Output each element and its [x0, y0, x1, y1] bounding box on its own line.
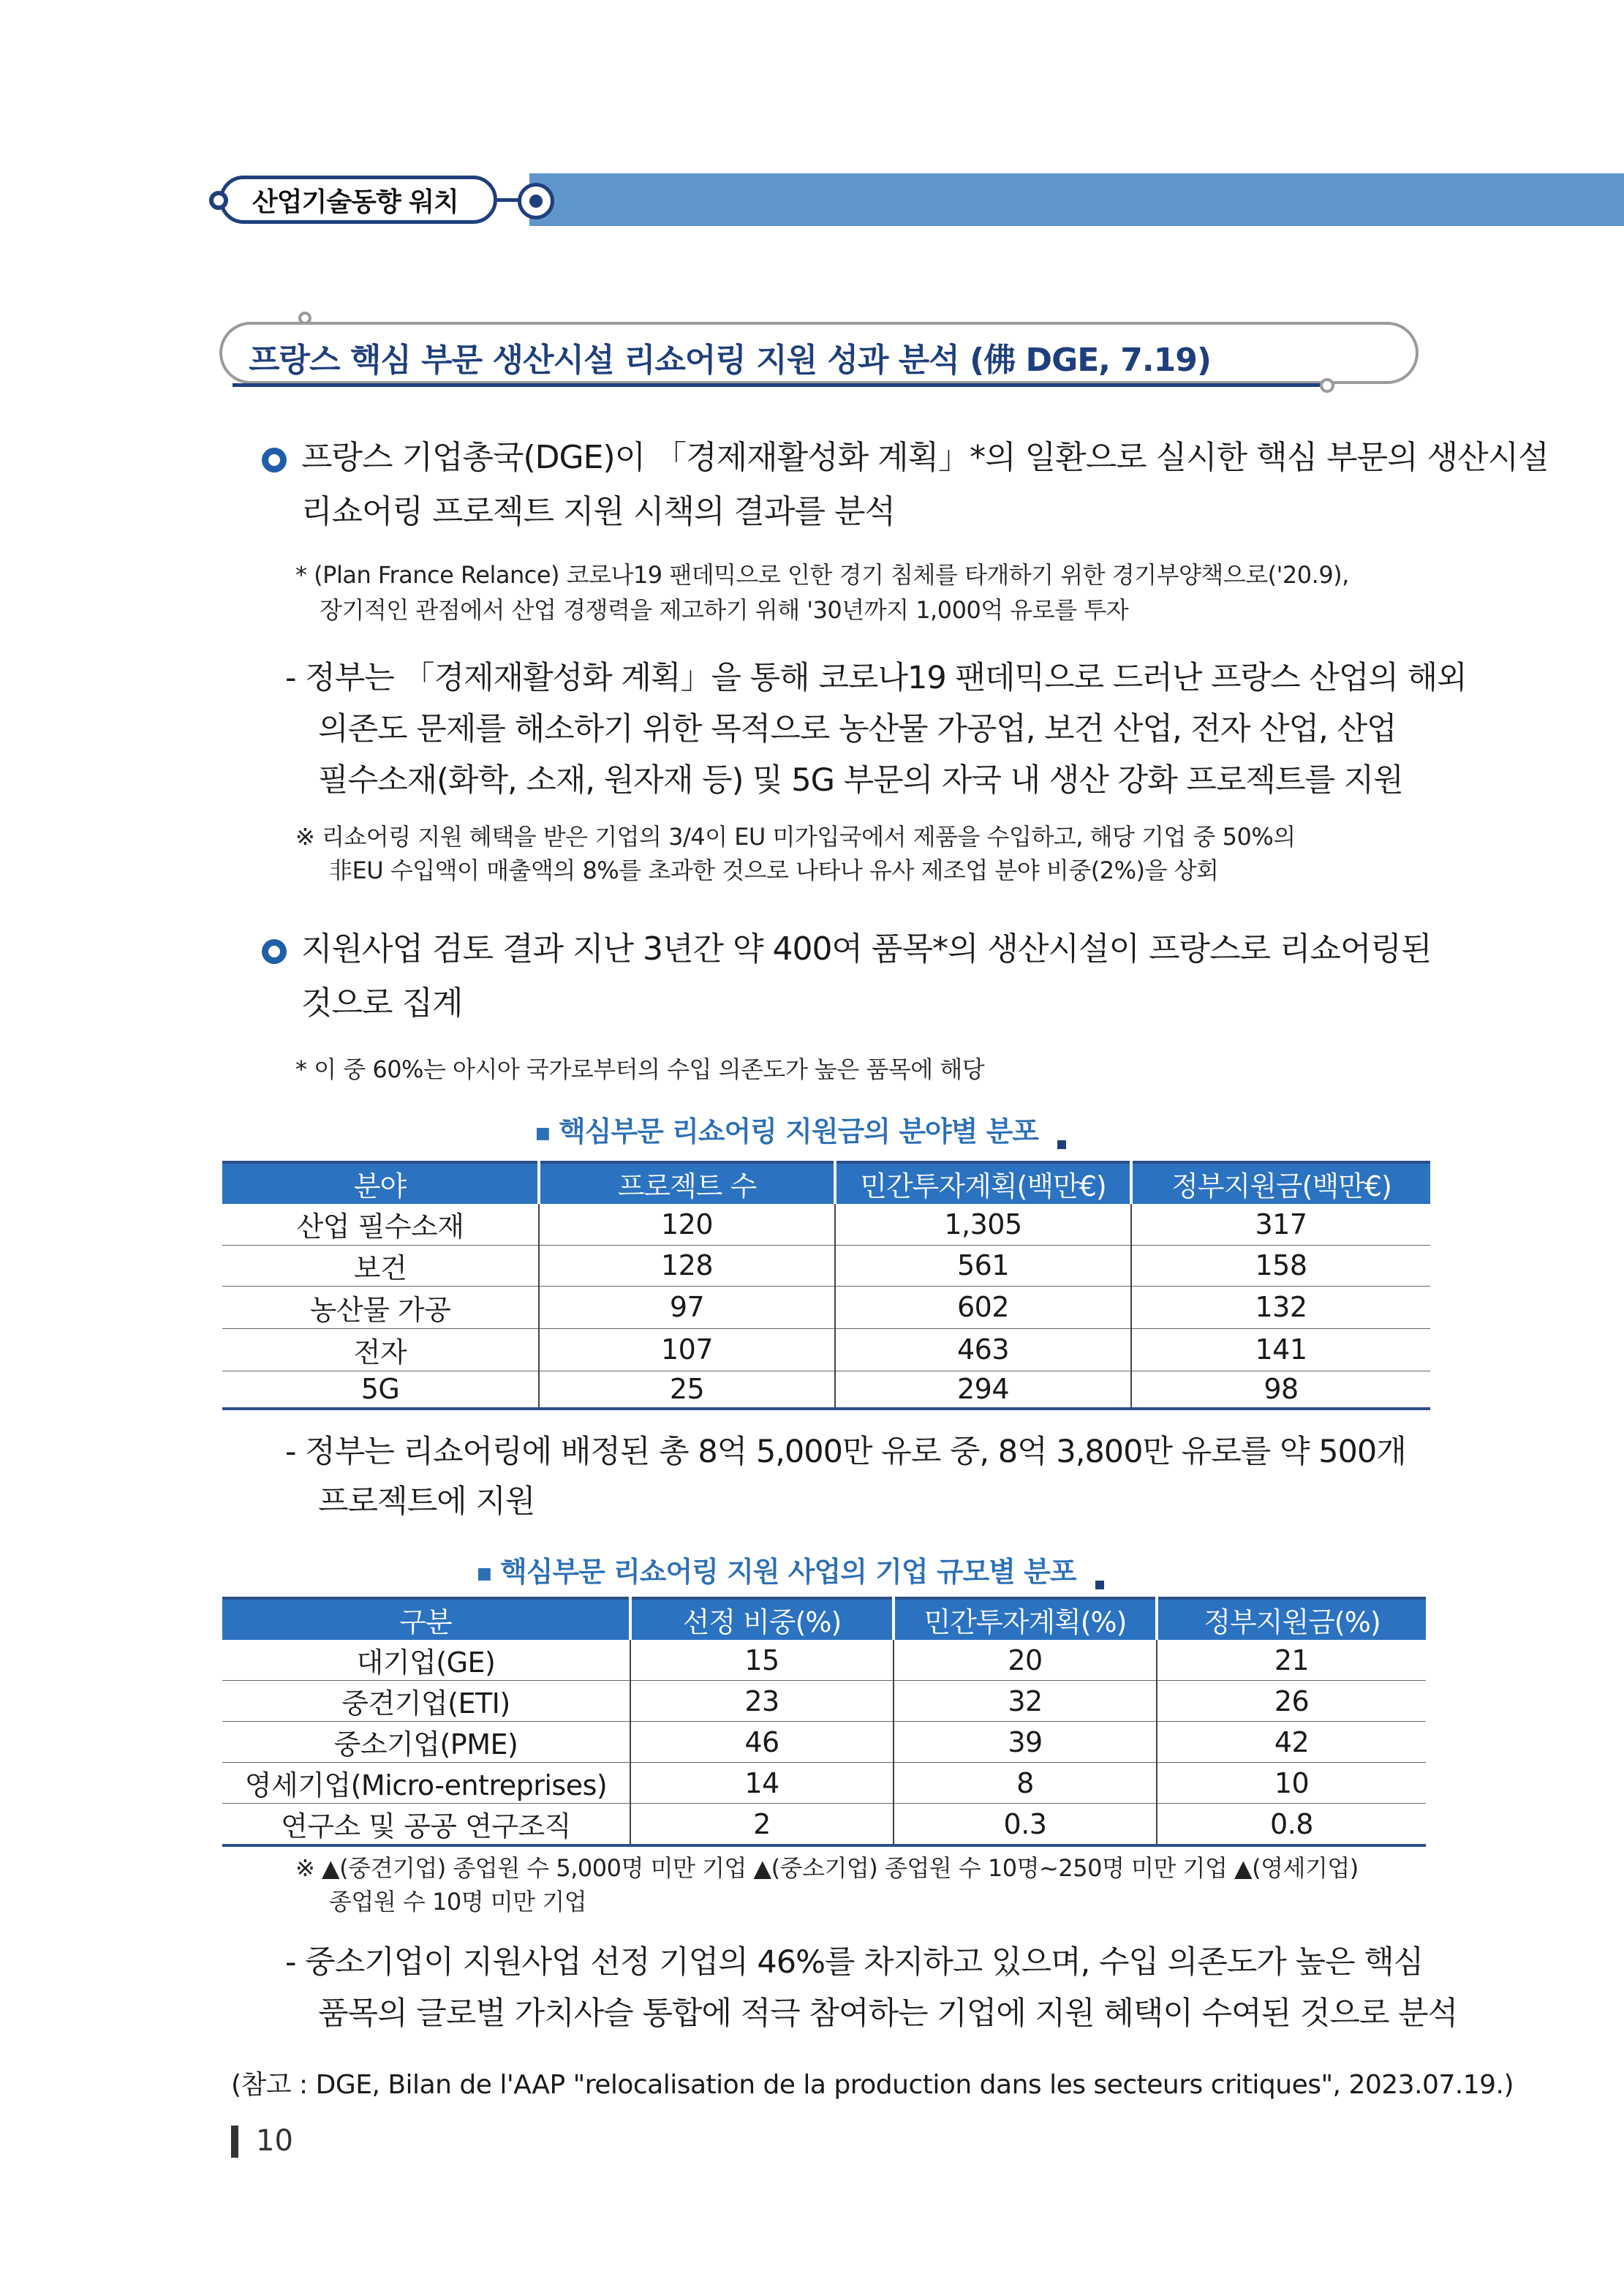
table2-cell: 21 — [1157, 1640, 1426, 1681]
table1-cell: 463 — [835, 1328, 1131, 1371]
table2-cell: 중소기업(PME) — [222, 1722, 630, 1763]
table2-cell: 0.3 — [894, 1804, 1157, 1846]
table2-cell: 14 — [630, 1763, 894, 1804]
table1-cell: 141 — [1131, 1328, 1430, 1371]
section2-note: * 이 중 60%는 아시아 국가로부터의 수입 의존도가 높은 품목에 해당 — [295, 1055, 985, 1083]
square-end-icon — [1057, 1140, 1066, 1149]
table1-cell: 561 — [835, 1245, 1131, 1286]
table2-cell: 15 — [630, 1640, 894, 1681]
table2-header: 정부지원금(%) — [1157, 1598, 1426, 1640]
table-row — [222, 1328, 1430, 1371]
section2-line-2: 것으로 집계 — [301, 984, 463, 1022]
table2-cell: 연구소 및 공공 연구조직 — [222, 1804, 630, 1846]
table2-title-text: 핵심부문 리쇼어링 지원 사업의 기업 규모별 분포 — [500, 1556, 1076, 1588]
section1-note-1: * (Plan France Relance) 코로나19 팬데믹으로 인한 경기 침체를 타개하기 위한 경기부양책으로('20.9), — [295, 561, 1349, 589]
table-row — [222, 1681, 1426, 1722]
table2-cell: 대기업(GE) — [222, 1640, 630, 1681]
section2-line-1: 지원사업 검토 결과 지난 3년간 약 400여 품목*의 생산시설이 프랑스로 리쇼어링된 — [301, 930, 1432, 968]
table1-cell: 128 — [539, 1245, 835, 1286]
header-label: 산업기술동향 워치 — [252, 187, 458, 217]
header-circle-dot — [529, 195, 543, 208]
bullet-icon — [262, 448, 287, 473]
table2-title — [477, 1549, 1104, 1589]
table1-cell: 120 — [539, 1204, 835, 1245]
title-underline — [233, 383, 1322, 387]
table1 — [222, 1161, 1430, 1410]
table1-cell: 25 — [539, 1371, 835, 1409]
table1-cell: 98 — [1131, 1371, 1430, 1409]
table1-cell: 132 — [1131, 1286, 1430, 1328]
page-number: 10 — [256, 2124, 293, 2158]
table2-cell: 중견기업(ETI) — [222, 1681, 630, 1722]
table2-cell: 32 — [894, 1681, 1157, 1722]
table2-cell: 20 — [894, 1640, 1157, 1681]
section1-note-2: 장기적인 관점에서 산업 경쟁력을 제고하기 위해 '30년까지 1,000억 유로를 투자 — [320, 596, 1129, 624]
table1-header: 정부지원금(백만€) — [1131, 1162, 1430, 1204]
section1-dash-3: 필수소재(화학, 소재, 원자재 등) 및 5G 부문의 자국 내 생산 강화 프로젝트를 지원 — [318, 762, 1403, 799]
table1-header: 민간투자계획(백만€) — [835, 1162, 1131, 1204]
table1-title-text: 핵심부문 리쇼어링 지원금의 분야별 분포 — [559, 1115, 1038, 1148]
section1-dash-1: - 정부는 「경제재활성화 계획」을 통해 코로나19 팬데믹으로 드러난 프랑스 산업의 해외 — [285, 660, 1467, 696]
table1-cell: 158 — [1131, 1245, 1430, 1286]
table2-cell: 10 — [1157, 1763, 1426, 1804]
table2-header: 구분 — [222, 1598, 630, 1640]
table1-cell: 317 — [1131, 1204, 1430, 1245]
dash3-line-1: - 중소기업이 지원사업 선정 기업의 46%를 차지하고 있으며, 수입 의존도가 높은 핵심 — [285, 1944, 1424, 1981]
table2-cell: 46 — [630, 1722, 894, 1763]
table1-cell: 1,305 — [835, 1204, 1131, 1245]
table1-cell: 97 — [539, 1286, 835, 1328]
table2-cell: 8 — [894, 1763, 1157, 1804]
table1-cell: 602 — [835, 1286, 1131, 1328]
table2-cell: 0.8 — [1157, 1804, 1426, 1846]
table2-cell: 42 — [1157, 1722, 1426, 1763]
header-dot-left — [209, 191, 228, 210]
page-marker — [231, 2126, 238, 2158]
table2-cell: 39 — [894, 1722, 1157, 1763]
section1-dash-2: 의존도 문제를 해소하기 위한 목적으로 농산물 가공업, 보건 산업, 전자 산업, 산업 — [318, 711, 1397, 748]
section1-ref-1: ※ 리쇼어링 지원 혜택을 받은 기업의 3/4이 EU 미가입국에서 제품을 수입하고, 해당 기업 중 50%의 — [295, 823, 1296, 851]
table2-cell: 2 — [630, 1804, 894, 1846]
reference-note: (참고 : DGE, Bilan de l'AAP "relocalisation de la production dans les secteurs critiques", 2023.07.19.) — [231, 2070, 1514, 2100]
ref2-line-2: 종업원 수 10명 미만 기업 — [329, 1888, 587, 1916]
table2-header: 선정 비중(%) — [630, 1598, 894, 1640]
table1-title — [535, 1109, 1066, 1149]
table1-cell: 보건 — [222, 1245, 539, 1286]
table2-cell: 26 — [1157, 1681, 1426, 1722]
section1-ref-2: 非EU 수입액이 매출액의 8%를 초과한 것으로 나타나 유사 제조업 분야 비중(2%)을 상회 — [329, 856, 1219, 884]
table1-cell: 전자 — [222, 1328, 539, 1371]
header-band — [529, 173, 1624, 226]
table-row — [222, 1245, 1430, 1286]
table-row — [222, 1722, 1426, 1763]
table-row — [222, 1763, 1426, 1804]
table2-header: 민간투자계획(%) — [894, 1598, 1157, 1640]
section1-line-1: 프랑스 기업총국(DGE)이 「경제재활성화 계획」*의 일환으로 실시한 핵심 부문의 생산시설 — [301, 439, 1549, 476]
table2-cell: 영세기업(Micro-entreprises) — [222, 1763, 630, 1804]
table1-cell: 107 — [539, 1328, 835, 1371]
square-bullet-icon: ■ — [477, 1565, 491, 1583]
table1-cell: 농산물 가공 — [222, 1286, 539, 1328]
title-dot-top — [298, 312, 311, 325]
section-title: 프랑스 핵심 부문 생산시설 리쇼어링 지원 성과 분석 (佛 DGE, 7.19) — [249, 342, 1211, 379]
table1-cell: 5G — [222, 1371, 539, 1409]
table2 — [222, 1597, 1426, 1847]
table-row — [222, 1371, 1430, 1409]
bullet-icon — [262, 939, 287, 964]
table-row — [222, 1640, 1426, 1681]
table2-cell: 23 — [630, 1681, 894, 1722]
table-row — [222, 1286, 1430, 1328]
section1-line-2: 리쇼어링 프로젝트 지원 시책의 결과를 분석 — [301, 493, 896, 530]
table1-header: 프로젝트 수 — [539, 1162, 835, 1204]
dash3-line-2: 품목의 글로벌 가치사슬 통합에 적극 참여하는 기업에 지원 혜택이 수여된 것으로 분석 — [318, 1995, 1458, 2032]
ref2-line-1: ※ ▲(중견기업) 종업원 수 5,000명 미만 기업 ▲(중소기업) 종업원 수 10명~250명 미만 기업 ▲(영세기업) — [295, 1854, 1359, 1882]
table1-header: 분야 — [222, 1162, 539, 1204]
dash2-line-2: 프로젝트에 지원 — [318, 1483, 535, 1520]
dash2-line-1: - 정부는 리쇼어링에 배정된 총 8억 5,000만 유로 중, 8억 3,800만 유로를 약 500개 — [285, 1434, 1406, 1470]
square-bullet-icon: ■ — [535, 1124, 550, 1142]
title-dot-bottom — [1320, 378, 1334, 393]
table1-cell: 산업 필수소재 — [222, 1204, 539, 1245]
table1-cell: 294 — [835, 1371, 1131, 1409]
table-row — [222, 1204, 1430, 1245]
table-row — [222, 1804, 1426, 1846]
square-end-icon — [1095, 1581, 1104, 1589]
